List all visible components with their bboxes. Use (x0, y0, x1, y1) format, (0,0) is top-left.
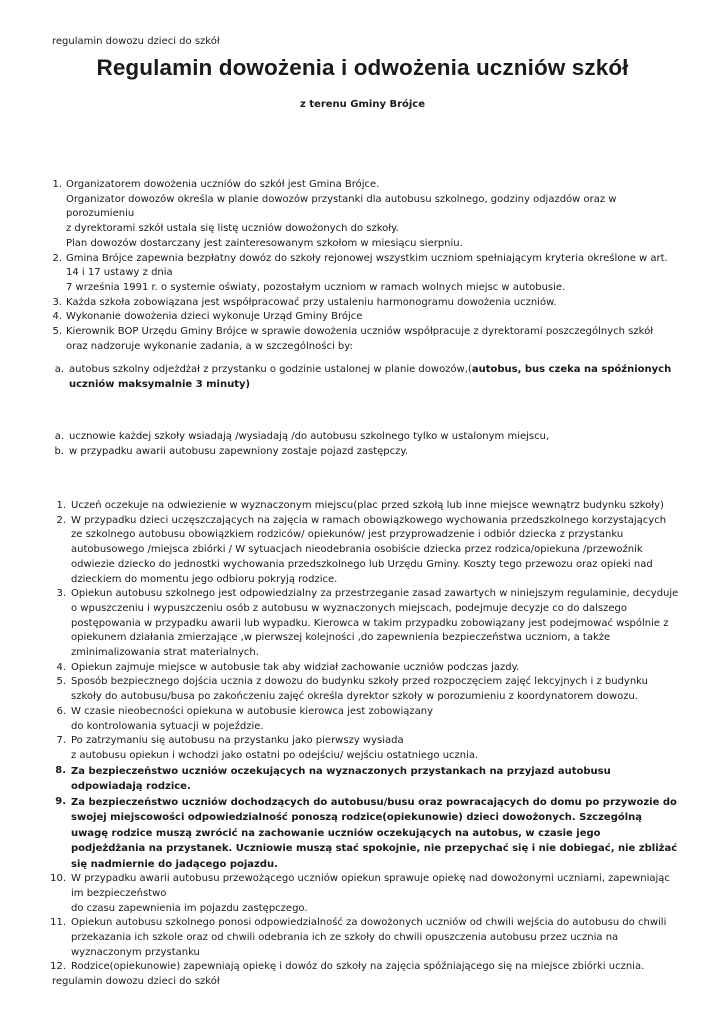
list-item-line: porozumieniu (66, 208, 135, 220)
list-item (0, 661, 725, 676)
list-item-line: autobus szkolny odjeżdżał z przystanku o godzinie ustalonej w planie dowozów,(autobus, bus czeka na spóźnionych (69, 364, 672, 375)
list-item-line: z dyrektorami szkół ustala się listę uczniów dowożonych do szkoły. (66, 223, 399, 235)
list-item (0, 795, 725, 873)
list-marker: 4. (56, 661, 66, 673)
list-marker: b. (54, 445, 64, 457)
list-item (0, 325, 725, 354)
list-item-line: Za bezpieczeństwo uczniów oczekujących na wyznaczonych przystankach na przyjazd autobusu (71, 765, 611, 777)
document-title: Regulamin dowożenia i odwożenia uczniów szkół (96, 55, 629, 80)
list-item-line: autobusowego /miejsca zbiórki / W sytuacjach nieodebrania osobiście dziecka przez rodzica/opiekuna /przewoźnik (71, 544, 643, 556)
list-item-line: Kierownik BOP Urzędu Gminy Brójce w sprawie dowożenia uczniów współpracuje z dyrektorami poszczególnych szkół (66, 326, 654, 338)
running-header: regulamin dowozu dzieci do szkół (52, 36, 220, 47)
list-item-line: wyznaczonym przystanku (71, 946, 200, 958)
document-subtitle: z terenu Gminy Brójce (299, 99, 426, 110)
list-item-line: odpowiadają rodzice. (71, 781, 191, 793)
supervision-list-a (0, 362, 725, 392)
list-item-line: W przypadku dzieci uczęszczających na zajęcia w ramach obowiązkowego wychowania przedszkolnego korzystających (71, 514, 667, 526)
list-item-line: podjeżdżania na przystanek. Uczniowie muszą stać spokojnie, nie przepychać się i nie dobiegać, nie zbliżać (71, 843, 678, 855)
list-item-line: Opiekun zajmuje miejsce w autobusie tak aby widział zachowanie uczniów podczas jazdy. (71, 661, 520, 673)
list-item-line: ucznowie każdej szkoły wsiadają /wysiadają /do autobusu szkolnego tylko w ustalonym miejscu, (69, 431, 550, 442)
list-item-line: w przypadku awarii autobusu zapewniony zostaje pojazd zastępczy. (69, 445, 409, 457)
list-item-line: Sposób bezpiecznego dojścia ucznia z dowozu do budynku szkoły przed rozpoczęciem zajęć lekcyjnych i z budynku (71, 676, 648, 688)
list-item-line: Opiekun autobusu szkolnego ponosi odpowiedzialność za dowożonych uczniów od chwili wejścia do autobusu do chwili (71, 917, 667, 929)
list-marker: 4. (52, 311, 62, 323)
list-item-line: dzieckiem do momentu jego odbioru pokryją rodzice. (71, 573, 338, 585)
list-marker: 5. (52, 326, 62, 338)
list-item (0, 178, 725, 252)
list-marker: 5. (56, 676, 66, 688)
list-item-line: 14 i 17 ustawy z dnia (66, 267, 173, 279)
list-item-line: Gmina Brójce zapewnia bezpłatny dowóz do szkoły rejonowej wszystkim uczniom spełniającym kryteria określone w art. (66, 252, 668, 264)
list-marker: 8. (55, 764, 66, 776)
list-item-line: przekazania ich szkole oraz od chwili odebrania ich ze szkoły do chwili opuszczenia autobusu przez ucznia na (71, 931, 619, 943)
list-item-line: Każda szkoła zobowiązana jest współpracować przy ustaleniu harmonogramu dowożenia uczniów. (66, 296, 557, 308)
list-marker: 11. (50, 917, 66, 929)
list-item (0, 675, 725, 704)
list-item-line: Za bezpieczeństwo uczniów dochodzących do autobusu/busu oraz powracających do domu po przywozie do (71, 796, 677, 808)
list-item (0, 587, 725, 661)
list-item (0, 872, 725, 916)
list-marker: 3. (56, 588, 66, 600)
list-item-line: swojej miejscowości odpowiedzialność ponoszą rodzice(opiekunowie) dzieci dowożonych. Szczególną (71, 812, 643, 824)
list-item-line: do czasu zapewnienia im pojazdu zastępczego. (71, 902, 308, 914)
list-item-line: W przypadku awarii autobusu przewożącego uczniów opiekun sprawuje opiekę nad dowożonymi uczniami, zapewniając (71, 873, 670, 885)
list-item (0, 310, 725, 325)
list-marker: 9. (55, 795, 66, 807)
list-item-line: Rodzice(opiekunowie) zapewniają opiekę i dowóz do szkoły na zajęcia spóźniającego się na miejsce zbiórki ucznia. (71, 961, 645, 973)
list-item-line: im bezpieczeństwo (71, 887, 167, 899)
list-item-line: szkoły do autobusu/busa po zakończeniu zajęć określa dyrektor szkoły w porozumieniu z koordynatorem dowozu. (71, 691, 638, 703)
list-marker: a. (54, 431, 64, 442)
list-marker: a. (54, 364, 64, 375)
supervision-list-b (0, 430, 725, 459)
list-item (0, 705, 725, 734)
list-item-line: o wpuszczeniu i wypuszczeniu osób z autobusu w wyznaczonych miejscach, podejmuje decyzje co do dalszego (71, 602, 627, 614)
list-marker: 2. (52, 252, 62, 264)
list-marker: 12. (50, 961, 66, 973)
list-marker: 3. (52, 296, 62, 308)
list-item-line: oraz nadzoruje wykonanie zadania, a w szczególności by: (66, 340, 353, 352)
list-item (0, 362, 725, 392)
list-item-line: Opiekun autobusu szkolnego jest odpowiedzialny za przestrzeganie zasad zawartych w niniejszym regulaminie, decyduje (71, 588, 679, 600)
list-item (0, 445, 725, 460)
list-marker: 10. (50, 873, 66, 885)
list-item-line: uczniów maksymalnie 3 minuty) (69, 379, 251, 390)
list-item-line: uwagę rodzice muszą zwrócić na zachowanie uczniów oczekujących na autobus, w czasie jego (71, 827, 601, 839)
list-item (0, 252, 725, 296)
list-item (0, 499, 725, 514)
list-item-line: Uczeń oczekuje na odwiezienie w wyznaczonym miejscu(plac przed szkołą lub inne miejsce wewnątrz budynku szkoły) (71, 500, 664, 511)
list-item (0, 960, 725, 975)
list-item-line: ze szkolnego autobusu obowiązkiem rodziców/ opiekunów/ jest przyprowadzenie i odbiór dziecka z przystanku (71, 529, 624, 541)
list-marker: 6. (56, 705, 66, 717)
list-marker: 1. (56, 500, 66, 511)
list-item-line: Po zatrzymaniu się autobusu na przystanku jako pierwszy wysiada (71, 735, 404, 747)
list-item-line: W czasie nieobecności opiekuna w autobusie kierowca jest zobowiązany (71, 705, 434, 717)
list-item-line: odwiezie dziecko do jednostki wychowania przedszkolnego lub Urzędu Gminy. Koszty tego przewozu oraz opieki nad (71, 558, 653, 570)
list-item-line: Organizator dowozów określa w planie dowozów przystanki dla autobusu szkolnego, godziny odjazdów oraz w (66, 193, 617, 205)
list-item-line: opiekunem działania zmierzające ,w pierwszej kolejności ,do zapewnienia bezpieczeństwa uczniom, a także (71, 632, 611, 644)
list-item (0, 764, 725, 795)
list-item-line: z autobusu opiekun i wchodzi jako ostatni po odejściu/ wejściu ostatniego ucznia. (71, 749, 479, 761)
list-item (0, 296, 725, 311)
list-item-line: 7 września 1991 r. o systemie oświaty, pozostałym uczniom w ramach wolnych miejsc w autobusie. (66, 281, 566, 293)
list-item (0, 916, 725, 960)
list-item (0, 514, 725, 588)
list-item-line: do kontrolowania sytuacji w pojeździe. (71, 720, 264, 732)
list-marker: 1. (52, 179, 62, 190)
list-item-line: Organizatorem dowożenia uczniów do szkół jest Gmina Brójce. (66, 179, 380, 190)
list-item-line: się nadmiernie do jadącego pojazdu. (71, 858, 278, 870)
list-item-line: postępowania w przypadku awarii lub wypadku. Kierowca w takim przypadku zobowiązany jest podejmować wspólnie z (71, 617, 669, 629)
list-marker: 7. (56, 735, 66, 747)
list-item (0, 430, 725, 445)
general-rules-list (0, 178, 725, 354)
list-item-line: Wykonanie dowożenia dzieci wykonuje Urząd Gminy Brójce (66, 311, 363, 323)
list-item (0, 734, 725, 763)
list-marker: 2. (56, 514, 66, 526)
running-footer: regulamin dowozu dzieci do szkół (52, 976, 220, 987)
list-item-line: zminimalizowania strat materialnych. (71, 647, 259, 659)
list-item-line: Plan dowozów dostarczany jest zainteresowanym szkołom w miesiącu sierpniu. (66, 237, 463, 249)
safety-rules-list (0, 499, 725, 975)
